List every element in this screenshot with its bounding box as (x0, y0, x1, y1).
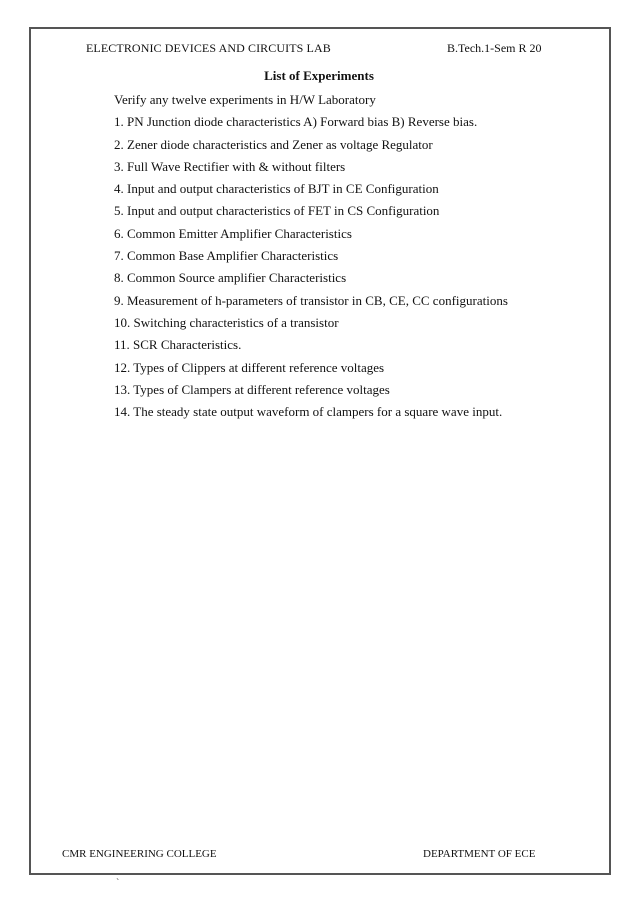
stray-mark: ` (116, 878, 120, 889)
list-item: 9. Measurement of h-parameters of transistor in CB, CE, CC configurations (114, 292, 508, 308)
footer-college: CMR ENGINEERING COLLEGE (62, 848, 217, 860)
list-item: 10. Switching characteristics of a transistor (114, 314, 339, 330)
list-item: 4. Input and output characteristics of BJT in CE Configuration (114, 181, 439, 197)
header-semester: B.Tech.1-Sem R 20 (447, 41, 542, 55)
footer-department: DEPARTMENT OF ECE (423, 848, 536, 860)
list-item: 3. Full Wave Rectifier with & without filters (114, 158, 346, 174)
list-item: 1. PN Junction diode characteristics A) Forward bias B) Reverse bias. (114, 114, 478, 130)
list-item: 12. Types of Clippers at different reference voltages (114, 359, 385, 375)
page-title: List of Experiments (264, 68, 374, 83)
list-item: 8. Common Source amplifier Characteristics (114, 270, 347, 286)
list-item: 2. Zener diode characteristics and Zener as voltage Regulator (114, 136, 433, 152)
list-item: 7. Common Base Amplifier Characteristics (114, 248, 339, 264)
list-item: 11. SCR Characteristics. (114, 337, 242, 353)
list-item: 14. The steady state output waveform of clampers for a square wave input. (114, 404, 503, 420)
list-item: 6. Common Emitter Amplifier Characteristics (114, 225, 352, 241)
list-item: 13. Types of Clampers at different reference voltages (114, 381, 390, 397)
list-intro: Verify any twelve experiments in H/W Laboratory (114, 92, 376, 107)
experiment-list (114, 89, 508, 423)
header-course: ELECTRONIC DEVICES AND CIRCUITS LAB (86, 41, 331, 55)
list-item: 5. Input and output characteristics of FET in CS Configuration (114, 203, 440, 219)
